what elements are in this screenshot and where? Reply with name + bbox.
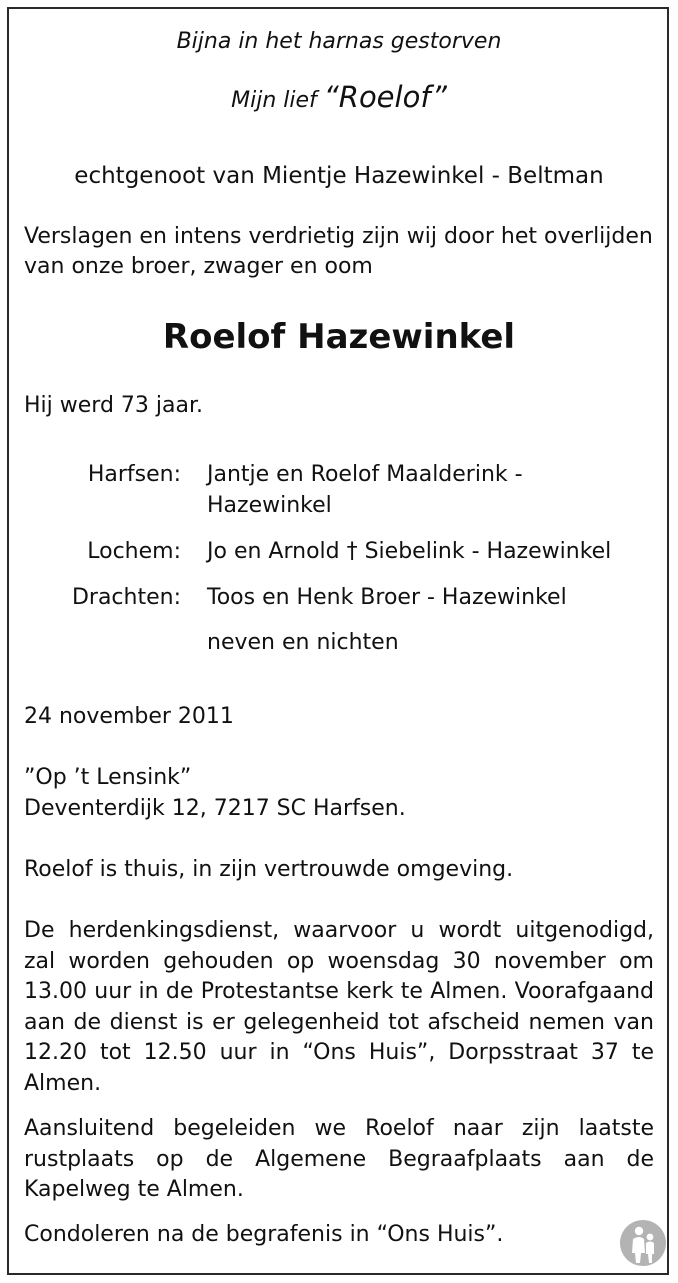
- date: 24 november 2011: [24, 704, 234, 729]
- family-member: neven en nichten: [207, 630, 399, 655]
- mourning-figures-logo-icon: [619, 1219, 667, 1267]
- family-place-drachten: Drachten:: [71, 585, 181, 610]
- subtitle: Bijna in het harnas gestorven: [176, 29, 502, 54]
- age-text: Hij werd 73 jaar.: [24, 393, 203, 418]
- home-text: Roelof is thuis, in zijn vertrouwde omgeving.: [24, 857, 514, 882]
- intro-prefix: Mijn lief: [231, 88, 317, 113]
- burial-text: Aansluitend begeleiden we Roelof naar zijn laatste rustplaats op de Algemene Begraafplaats aan de Kapelweg te Almen.: [24, 1116, 654, 1202]
- announcement-line-2: van onze broer, zwager en oom: [24, 254, 373, 279]
- house-name: ”Op ’t Lensink”: [24, 765, 192, 790]
- intro-name: “Roelof”: [323, 80, 447, 114]
- announcement-line-1: Verslagen en intens verdrietig zijn wij door het overlijden: [24, 224, 653, 249]
- family-member: Toos en Henk Broer - Hazewinkel: [207, 585, 567, 610]
- family-place-lochem: Lochem:: [87, 539, 181, 564]
- street-address: Deventerdijk 12, 7217 SC Harfsen.: [24, 796, 406, 821]
- intro-line: [0, 82, 678, 116]
- service-text: De herdenkingsdienst, waarvoor u wordt uitgenodigd, zal worden gehouden op woensdag 30 november om 13.00 uur in de Protestantse kerk te Almen. Voorafgaand aan de dienst is er gelegenheid tot afscheid nemen van 12.20 tot 12.50 uur in “Ons Huis”, Dorpsstraat 37 te Almen.: [24, 918, 654, 1096]
- family-member: Hazewinkel: [207, 493, 332, 518]
- spouse-line: echtgenoot van Mientje Hazewinkel - Beltman: [74, 163, 604, 189]
- condolence-text: Condoleren na de begrafenis in “Ons Huis”.: [24, 1222, 504, 1247]
- deceased-name: Roelof Hazewinkel: [162, 317, 516, 357]
- family-member: Jo en Arnold † Siebelink - Hazewinkel: [207, 539, 612, 564]
- family-member: Jantje en Roelof Maalderink -: [207, 462, 523, 487]
- family-place-harfsen: Harfsen:: [87, 462, 181, 487]
